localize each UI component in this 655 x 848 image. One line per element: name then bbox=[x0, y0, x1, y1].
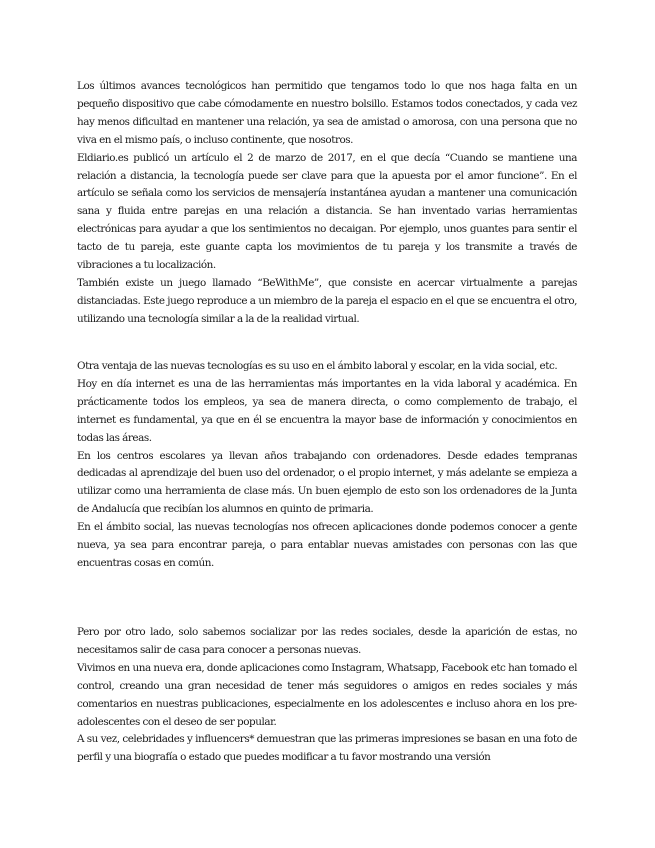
paragraph: A su vez, celebridades y influencers* demuestran que las primeras impresiones se basan en una foto de perfil y una biografía o estado que puedes modificar a tu favor mostrando una versión bbox=[77, 733, 577, 764]
paragraph: Otra ventaja de las nuevas tecnologías es su uso en el ámbito laboral y escolar, en la vida social, etc. bbox=[77, 360, 558, 372]
paragraph: Los últimos avances tecnológicos han permitido que tengamos todo lo que nos haga falta en un pequeño dispositivo que cabe cómodamente en nuestro bolsillo. Estamos todos conectados, y cada vez hay menos dificultad en mantener una relación, ya sea de amistad o amorosa, con una persona que no viva en el mismo país, o incluso continente, que nosotros. bbox=[77, 80, 577, 146]
paragraph: Hoy en día internet es una de las herramientas más importantes en la vida laboral y académica. En prácticamente todos los empleos, ya sea de manera directa, o como complemento de trabajo, el internet es fundamental, ya que en él se encuentra la mayor base de información y conocimientos en todas las áreas. bbox=[77, 377, 577, 444]
section-social-media bbox=[77, 624, 577, 767]
paragraph: En los centros escolares ya llevan años trabajando con ordenadores. Desde edades tempranas dedicadas al aprendizaje del buen uso del ordenador, o el propio internet, y más adelante se empieza a utilizar como una herramienta de clase más. Un buen ejemplo de esto son los ordenadores de la Junta de Andalucía que recibían los alumnos en quinto de primaria. bbox=[77, 449, 577, 516]
section-relationships bbox=[77, 78, 577, 329]
paragraph: En el ámbito social, las nuevas tecnologías nos ofrecen aplicaciones donde podemos conocer a gente nueva, ya sea para encontrar pareja, o para entablar nuevas amistades con personas con las que encuentras cosas en común. bbox=[77, 521, 577, 569]
paragraph: También existe un juego llamado “BeWithMe”, que consiste en acercar virtualmente a parejas distanciadas. Este juego reproduce a un miembro de la pareja el espacio en el que se encuentra el otro, utilizando una tecnología similar a la de la realidad virtual. bbox=[77, 276, 577, 325]
paragraph: Vivimos en una nueva era, donde aplicaciones como Instagram, Whatsapp, Facebook etc han tomado el control, creando una gran necesidad de tener más seguidores o amigos en redes sociales y más comentarios en nuestras publicaciones, especialmente en los adolescentes e incluso ahora en los pre-adolescentes con el deseo de ser popular. bbox=[77, 661, 577, 728]
paragraph: Pero por otro lado, solo sabemos socializar por las redes sociales, desde la aparición de estas, no necesitamos salir de casa para conocer a personas nuevas. bbox=[77, 626, 577, 656]
section-work-school bbox=[77, 358, 577, 573]
paragraph: Eldiario.es publicó un artículo el 2 de marzo de 2017, en el que decía “Cuando se mantiene una relación a distancia, la tecnología puede ser clave para que la apuesta por el amor funcione”. En el artículo se señala como los servicios de mensajería instantánea ayudan a mantener una comunicación sana y fluida entre parejas en una relación a distancia. Se han inventado varias herramientas electrónicas para ayudar a que los sentimientos no decaigan. Por ejemplo, unos guantes para sentir el tacto de tu pareja, este guante capta los movimientos de tu pareja y los transmite a través de vibraciones a tu localización. bbox=[77, 151, 577, 272]
